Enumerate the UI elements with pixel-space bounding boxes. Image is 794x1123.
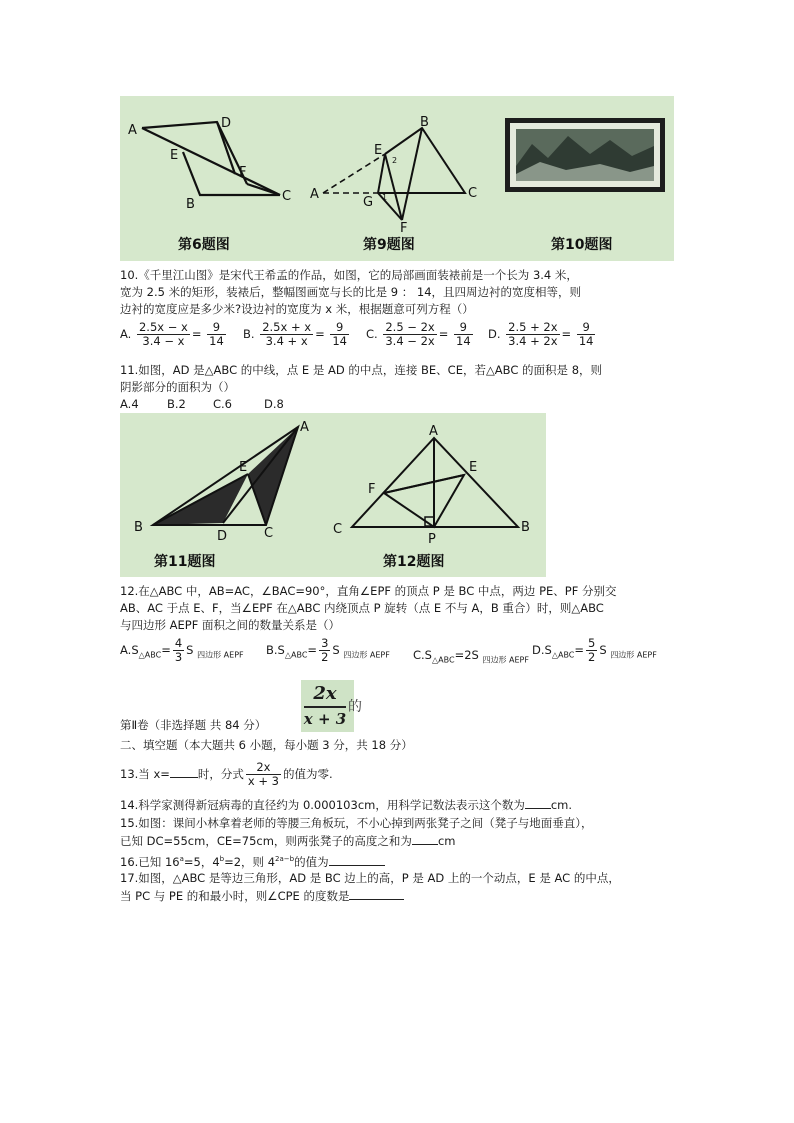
- fig12-label-A: A: [429, 424, 438, 439]
- fig9-label-F: F: [400, 221, 408, 236]
- fraction-denominator: 14: [456, 334, 471, 348]
- q11-line-2: 阴影部分的面积为（）: [120, 380, 235, 394]
- option-s: S: [332, 643, 340, 657]
- q12-line-1: 12.在△ABC 中，AB=AC，∠BAC=90°，直角∠EPF 的顶点 P 是 BC 中点，两边 PE、PF 分别交: [120, 584, 617, 598]
- q12-line-2: AB、AC 于点 E、F，当∠EPF 在△ABC 内绕顶点 P 旋转（点 E 不与 A，B 重合）时，则△ABC: [120, 601, 604, 615]
- q14-unit: cm.: [550, 798, 573, 812]
- q15-line-1: 15.如图：课间小林拿着老师的等腰三角板玩，不小心掉到两张凳子之间（凳子与地面垂直），: [120, 816, 593, 830]
- q12-d-frac: [586, 637, 597, 664]
- fig9-caption: 第9题图: [363, 237, 415, 253]
- option-s: S: [599, 643, 607, 657]
- q10-option-letter: C.: [366, 327, 378, 341]
- q16-sup: a: [179, 855, 184, 863]
- fraction-numerator: 9: [207, 321, 226, 335]
- q10-option-letter: D.: [488, 327, 501, 341]
- option-eq: =: [307, 643, 318, 657]
- q17-line-2: [120, 888, 404, 904]
- q10-line-1: 10.《千里江山图》是宋代王希孟的作品，如图，它的局部画面装裱前是一个长为 3.4 米，: [120, 268, 578, 282]
- fraction-numerator: 2.5 − 2x: [385, 320, 435, 334]
- fig11-label-B: B: [134, 520, 143, 535]
- q12-b-frac: [319, 637, 330, 664]
- q16-mid: =5，4: [183, 854, 220, 869]
- q10-d-lhs: [506, 321, 559, 348]
- q11-option-d[interactable]: D.8: [264, 397, 284, 411]
- q10-d-rhs: [577, 321, 596, 348]
- q13-post: 的值为零.: [282, 767, 333, 781]
- q13-answer-blank[interactable]: [170, 777, 198, 778]
- q16-pre: 16.已知 16: [120, 854, 180, 869]
- q15-line-2: [120, 833, 455, 849]
- fraction-numerator: 2x: [246, 761, 281, 775]
- fig6-label-F: F: [239, 165, 247, 180]
- section2-title: 第Ⅱ卷（非选择题 共 84 分）: [120, 718, 267, 732]
- fig6-label-D: D: [221, 116, 232, 131]
- q16: [120, 851, 385, 870]
- q11-option-a[interactable]: A.4: [120, 397, 139, 411]
- option-sub: △ABC: [138, 650, 162, 660]
- q14-answer-blank[interactable]: [525, 808, 551, 809]
- fig12-label-B: B: [521, 520, 530, 535]
- figure-strip-mid: [120, 413, 546, 577]
- option-text: D.S: [532, 643, 552, 657]
- option-sub: 四边形 AEPF: [197, 650, 244, 660]
- figure-9: [323, 128, 465, 220]
- figures-6-9-10: [120, 96, 674, 261]
- q10-line-3: 边衬的宽度应是多少米?设边衬的宽度为 x 米，根据题意可列方程（）: [120, 302, 474, 316]
- fig6-label-A: A: [128, 123, 137, 138]
- option-sub: 四边形 AEPF: [610, 650, 657, 660]
- option-text: C.S: [413, 648, 432, 662]
- q10-a-rhs: [207, 321, 226, 348]
- option-sub: △ABC: [284, 650, 308, 660]
- q13: [120, 760, 333, 788]
- q12-option-d[interactable]: [532, 637, 657, 664]
- q12-option-b[interactable]: [266, 637, 390, 664]
- fraction-denominator: 3.4 − 2x: [385, 334, 435, 348]
- fig6-label-E: E: [170, 148, 179, 163]
- figure-6: [142, 122, 280, 195]
- option-sub: 四边形 AEPF: [343, 650, 390, 660]
- fig11-label-D: D: [217, 529, 228, 544]
- q17-answer-blank[interactable]: [349, 899, 404, 900]
- fig11-label-A: A: [300, 420, 309, 435]
- option-text: B.S: [266, 643, 285, 657]
- snippet-tail: 的: [348, 699, 362, 715]
- q10-option-letter: B.: [243, 327, 255, 341]
- option-eq: =: [161, 643, 171, 657]
- fraction-numerator: 2.5x − x: [138, 320, 188, 334]
- figure-11: [153, 427, 298, 525]
- fraction-denominator: 3.4 + x: [265, 334, 308, 348]
- fig9-angle-1: 1: [382, 193, 388, 202]
- q10-line-2: 宽为 2.5 米的矩形，装裱后，整幅图画宽与长的比是 9 ： 14，且四周边衬的宽度相等，则: [120, 285, 582, 299]
- option-s: S: [186, 643, 194, 657]
- fig9-label-G: G: [363, 195, 374, 210]
- fraction-numerator: 4: [174, 636, 183, 650]
- fraction-denominator: 3.4 − x: [142, 334, 185, 348]
- q10-option-c[interactable]: C. $\frac{2.5 - 2x}{3.4 - 2x}$ = $\frac{9}{14}$: [366, 320, 471, 348]
- fig11-label-C: C: [264, 526, 274, 541]
- q10-c-rhs: [454, 321, 473, 348]
- fig6-label-C: C: [282, 189, 292, 204]
- fig9-label-B: B: [420, 115, 429, 130]
- option-eq: =2S: [454, 648, 479, 662]
- fraction-denominator: 2: [321, 650, 329, 664]
- q13-fraction: [246, 761, 281, 788]
- q11-option-c[interactable]: C.6: [213, 397, 233, 411]
- q16-mid2: =2，则 4: [224, 854, 276, 869]
- fraction-denominator: x + 3: [247, 774, 279, 788]
- fraction-denominator: 14: [209, 334, 224, 348]
- fraction-denominator: 14: [578, 334, 594, 348]
- fig12-label-E: E: [469, 460, 478, 475]
- q12-option-c[interactable]: [413, 648, 529, 665]
- fig9-label-E: E: [374, 143, 383, 158]
- snippet-numerator: 2x: [313, 683, 337, 704]
- q10-c-lhs: [383, 321, 436, 348]
- fig12-label-C: C: [333, 522, 343, 537]
- option-sub: △ABC: [432, 655, 455, 665]
- q10-option-a[interactable]: A. $\frac{2.5x - x}{3.4 - x}$ = $\frac{9}{14}$: [120, 320, 224, 348]
- option-sub: △ABC: [551, 650, 575, 660]
- fig11-label-E: E: [239, 460, 248, 475]
- q14-text: 14.科学家测得新冠病毒的直径约为 0.000103cm，用科学记数法表示这个数为: [120, 798, 525, 812]
- fraction-numerator: 9: [577, 321, 596, 335]
- q16-sup: b: [219, 855, 225, 863]
- fig12-label-F: F: [368, 482, 376, 497]
- option-sub: 四边形 AEPF: [482, 655, 529, 665]
- q14: [120, 797, 572, 813]
- q15-line-2-text: 已知 DC=55cm，CE=75cm，则两张凳子的高度之和为: [120, 834, 412, 848]
- fraction-denominator: 3.4 + 2x: [508, 334, 558, 348]
- q15-unit: cm: [437, 834, 456, 848]
- fig11-caption: 第11题图: [154, 554, 216, 570]
- fraction-denominator: 14: [332, 334, 347, 348]
- q12-a-frac: [173, 637, 184, 664]
- fraction-numerator: 3: [321, 636, 329, 650]
- q16-answer-blank[interactable]: [329, 865, 385, 866]
- q13-mid: 时，分式: [197, 767, 244, 781]
- fraction-numerator: 9: [454, 321, 473, 335]
- q15-answer-blank[interactable]: [412, 844, 438, 845]
- q10-b-lhs: [260, 321, 313, 348]
- q12-line-3: 与四边形 AEPF 面积之间的数量关系是（）: [120, 618, 340, 632]
- fig6-label-B: B: [186, 197, 195, 212]
- q10-option-b[interactable]: B. $\frac{2.5x + x}{3.4 + x}$ = $\frac{9}{14}$: [243, 320, 347, 348]
- figures-11-12: [120, 413, 546, 577]
- fig9-angle-2: 2: [392, 156, 398, 165]
- q12-option-a[interactable]: [120, 637, 244, 664]
- fraction-numerator: 5: [588, 636, 596, 650]
- q13-pre: 13.当 x=: [120, 767, 170, 781]
- q11-line-1: 11.如图，AD 是△ABC 的中线，点 E 是 AD 的中点，连接 BE、CE，若△ABC 的面积是 8，则: [120, 363, 603, 377]
- q16-post: 的值为: [294, 854, 329, 869]
- fraction-numerator: 9: [330, 321, 349, 335]
- q10-option-d[interactable]: D. $\frac{2.5 + 2x}{3.4 + 2x}$ = $\frac{9}{14}$: [488, 320, 594, 348]
- fraction-denominator: 2: [588, 650, 596, 664]
- fig12-label-P: P: [428, 532, 436, 547]
- fig9-label-A: A: [310, 187, 319, 202]
- fraction-numerator: 2.5 + 2x: [508, 320, 558, 334]
- snippet-denominator: x + 3: [303, 710, 347, 728]
- q11-option-b[interactable]: B.2: [167, 397, 186, 411]
- fig9-label-C: C: [468, 186, 478, 201]
- fig10-caption: 第10题图: [551, 237, 613, 253]
- q10-option-letter: A.: [120, 327, 132, 341]
- q16-sup: 2a−b: [275, 855, 295, 863]
- snippet-bar: [304, 706, 346, 708]
- figure-strip-top: [120, 96, 674, 261]
- figure-10: [505, 118, 665, 192]
- fraction-denominator: 3: [174, 650, 183, 664]
- q17-line-1: 17.如图，△ABC 是等边三角形，AD 是 BC 边上的高，P 是 AD 上的一个动点，E 是 AC 的中点，: [120, 871, 620, 885]
- fig6-caption: 第6题图: [178, 237, 230, 253]
- q10-a-lhs: [137, 321, 190, 348]
- section2-heading: 二、填空题（本大题共 6 小题，每小题 3 分，共 18 分）: [120, 738, 413, 752]
- option-eq: =: [574, 643, 585, 657]
- q10-b-rhs: [330, 321, 349, 348]
- figure-12: [352, 438, 518, 527]
- option-text: A.S: [120, 643, 139, 657]
- q17-line-2-text: 当 PC 与 PE 的和最小时，则∠CPE 的度数是: [120, 889, 350, 903]
- fig12-caption: 第12题图: [383, 554, 445, 570]
- fraction-numerator: 2.5x + x: [262, 320, 312, 334]
- fraction-snippet: [301, 680, 362, 732]
